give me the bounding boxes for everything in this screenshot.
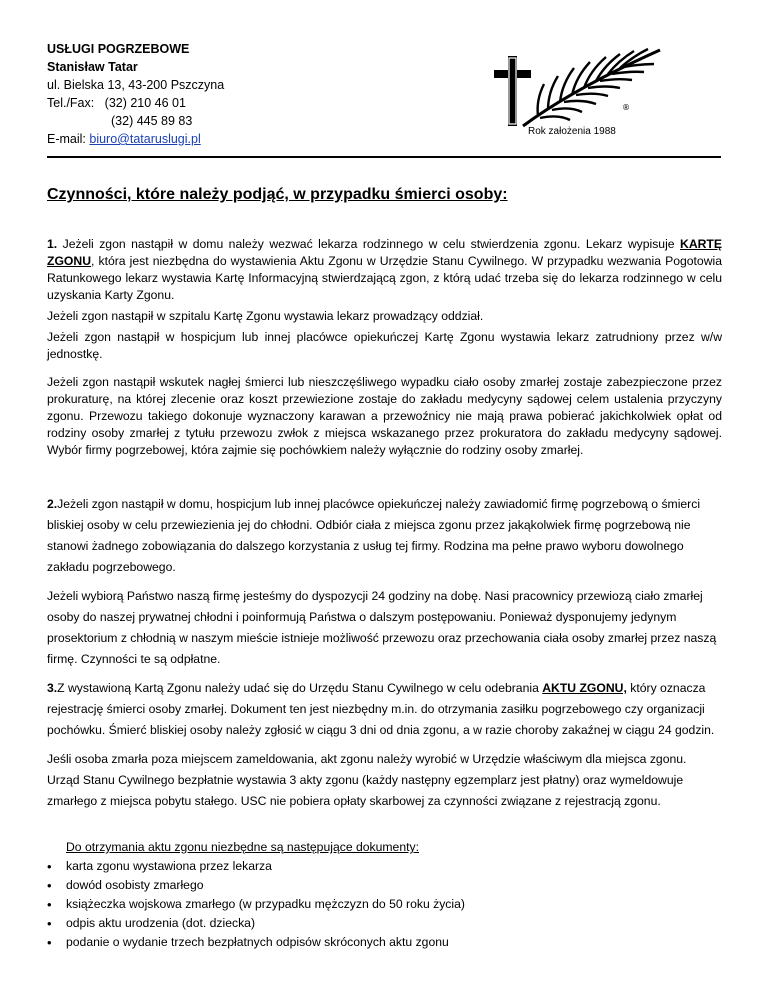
- email-label: E-mail:: [47, 132, 90, 146]
- required-documents: [47, 838, 722, 952]
- list-item: • podanie o wydanie trzech bezpłatnych odpisów skróconych aktu zgonu: [47, 933, 722, 952]
- section-3-number: 3.: [47, 681, 58, 695]
- email-link[interactable]: biuro@tataruslugi.pl: [89, 132, 201, 146]
- text: , która jest niezbędna do wystawienia Aktu Zgonu w Urzędzie Stanu Cywilnego. W przypadku wezwania Pogotowia Ratunkowego lekarz wystawia Kartę Informacyjną stwierdzającą zgon, z którą udać trzeba się do lekarza rodzinnego w celu uzyskania Karty Zgonu.: [47, 254, 722, 302]
- list-item: • książeczka wojskowa zmarłego (w przypadku mężczyzn do 50 roku życia): [47, 895, 722, 914]
- header-divider: [47, 156, 721, 158]
- section-3: [47, 678, 722, 812]
- owner-name: Stanisław Tatar: [47, 60, 138, 74]
- text: który oznacza rejestrację śmierci osoby zmarłej. Dokument ten jest niezbędny m.in. do otrzymania zasiłku pogrzebowego czy organizacji pochówku. Śmierć bliskiej osoby należy zgłosić w ciągu 3 dni od dnia zgonu, a w razie choroby zakaźnej w ciągu 24 godzin.: [47, 681, 715, 737]
- section-2-number: 2.: [47, 497, 58, 511]
- section-3-paragraph-2: Jeśli osoba zmarła poza miejscem zameldowania, akt zgonu należy wyrobić w Urzędzie właściwym dla miejsca zgonu. Urząd Stanu Cywilnego bezpłatnie wystawia 3 akty zgonu (każdy następny egzemplarz jest płatny) oraz wymeldowuje zmarłego z miejsca pobytu stałego. USC nie pobiera opłaty skarbowej za czynności związane z rejestracją zgonu.: [47, 752, 687, 808]
- documents-list: [47, 857, 722, 952]
- phone-line-1: Tel./Fax: (32) 210 46 01: [47, 96, 186, 110]
- section-1-paragraph-3: Jeżeli zgon nastąpił w hospicjum lub innej placówce opiekuńczej Kartę Zgonu wystawia lekarz zatrudniony przez w/w jednostkę.: [47, 330, 722, 361]
- section-2-paragraph-1: [47, 494, 722, 578]
- section-1-paragraph-2: Jeżeli zgon nastąpił w szpitalu Kartę Zgonu wystawia lekarz prowadzący oddział.: [47, 309, 484, 323]
- documents-heading: Do otrzymania aktu zgonu niezbędne są następujące dokumenty:: [66, 840, 419, 854]
- text: Jeżeli zgon nastąpił w domu należy wezwać lekarza rodzinnego w celu stwierdzenia zgonu. Lekarz wypisuje: [57, 237, 681, 251]
- section-1: [47, 236, 722, 363]
- section-2: [47, 494, 722, 670]
- phone-line-2: (32) 445 89 83: [111, 114, 193, 128]
- list-item: • dowód osobisty zmarłego: [47, 876, 722, 895]
- registered-mark: ®: [622, 103, 630, 112]
- text: Z wystawioną Kartą Zgonu należy udać się do Urzędu Stanu Cywilnego w celu odebrania: [57, 681, 543, 695]
- section-2-paragraph-2: Jeżeli wybiorą Państwo naszą firmę jesteśmy do dyspozycji 24 godziny na dobę. Nasi pracownicy przewiozą ciało zmarłej osoby do naszej prywatnej chłodni i poinformują Państwa o dalszym postępowaniu. Ponieważ dysponujemy jedynym prosektorium z chłodnią w naszym mieście istnieje możliwość przewozu oraz przechowania ciała osoby zmarłej przez naszą firmę. Czynności te są odpłatne.: [47, 589, 717, 666]
- karta-zgonu-term: KARTĘ ZGONU: [47, 237, 722, 268]
- page-title: Czynności, które należy podjąć, w przypadku śmierci osoby:: [47, 186, 508, 203]
- section-1-paragraph-1: [47, 236, 722, 304]
- list-item: • odpis aktu urodzenia (dot. dziecka): [47, 914, 722, 933]
- akt-zgonu-term: AKTU ZGONU,: [542, 681, 627, 695]
- company-name: USŁUGI POGRZEBOWE: [47, 42, 190, 56]
- address: ul. Bielska 13, 43-200 Pszczyna: [47, 78, 225, 92]
- section-1-number: 1.: [47, 237, 58, 251]
- list-item: • karta zgonu wystawiona przez lekarza: [47, 857, 722, 876]
- section-1-paragraph-4: Jeżeli zgon nastąpił wskutek nagłej śmierci lub nieszczęśliwego wypadku ciało osoby zmarłej zostaje zabezpieczone przez prokuraturę, na której zlecenie oraz koszt przewiezione zostaje do zakładu medycyny sądowej celem ustalenia przyczyny zgonu. Przewozu takiego dokonuje wyznaczony karawan a przewoźnicy nie mają prawa pobierać jakichkolwiek opłat od rodziny osoby zmarłej z tytułu przewozu zwłok z miejsca wskazanego przez prokuratora do zakładu medycyny sądowej. Wybór firmy pogrzebowej, która zajmie się pochówkiem należy wyłącznie do rodziny osoby zmarłej.: [47, 375, 722, 457]
- company-header: [47, 40, 224, 148]
- founded-year: Rok założenia 1988: [528, 126, 616, 137]
- email-line: [47, 130, 224, 148]
- section-3-paragraph-1: [47, 678, 722, 741]
- text: Jeżeli zgon nastąpił w domu, hospicjum lub innej placówce opiekuńczej należy zawiadomić firmę pogrzebową o śmierci bliskiej osoby w celu przewiezienia jej do chłodni. Odbiór ciała z miejsca zgonu przez jakąkolwiek firmę pogrzebową nie stanowi żadnego zobowiązania do dalszego korzystania z usług tej firmy. Rodzina ma pełne prawo wyboru dowolnego zakładu pogrzebowego.: [47, 497, 701, 574]
